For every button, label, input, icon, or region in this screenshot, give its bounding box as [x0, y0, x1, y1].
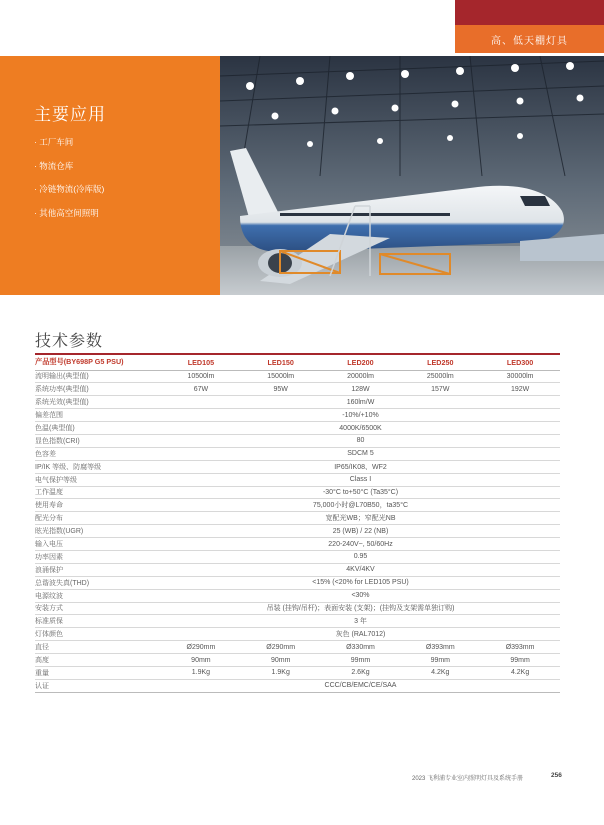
spec-label: 输入电压 — [35, 538, 161, 551]
model-header: LED250 — [400, 354, 480, 370]
model-header-label: 产品型号(BY698P G5 PSU) — [35, 354, 161, 370]
application-item: · 其他高空间照明 — [34, 207, 104, 231]
application-item: · 冷链物流(冷库版) — [34, 183, 104, 207]
spec-row — [35, 641, 560, 654]
spec-value-shared: 3 年 — [161, 615, 560, 628]
spec-row — [35, 602, 560, 615]
model-header: LED300 — [480, 354, 560, 370]
spec-value: 10500lm — [161, 370, 241, 383]
specs-header-row — [35, 354, 560, 370]
spec-value: 20000lm — [321, 370, 401, 383]
spec-value: 1.9Kg — [161, 666, 241, 679]
spec-label: 认证 — [35, 679, 161, 692]
spec-label: 工作温度 — [35, 486, 161, 499]
application-item: · 工厂车间 — [34, 136, 104, 160]
specs-table — [35, 353, 560, 693]
spec-row — [35, 679, 560, 692]
spec-row — [35, 422, 560, 435]
applications-panel — [0, 56, 220, 295]
hangar-airplane-photo — [220, 56, 604, 295]
spec-value: Ø393mm — [480, 641, 560, 654]
spec-row — [35, 473, 560, 486]
spec-value-shared: -30°C to+50°C (Ta35°C) — [161, 486, 560, 499]
spec-value: 1.9Kg — [241, 666, 321, 679]
spec-value: 4.2Kg — [480, 666, 560, 679]
spec-row — [35, 576, 560, 589]
spec-value: 2.6Kg — [321, 666, 401, 679]
specs-body — [35, 370, 560, 692]
spec-value: 99mm — [400, 654, 480, 667]
spec-label: 系统功率(典型值) — [35, 383, 161, 396]
spec-value: 90mm — [161, 654, 241, 667]
spec-value-shared: 宽配光WB；窄配光NB — [161, 512, 560, 525]
spec-value-shared: 4KV/4KV — [161, 563, 560, 576]
spec-row — [35, 654, 560, 667]
spec-row — [35, 447, 560, 460]
spec-label: 电气保护等级 — [35, 473, 161, 486]
spec-label: 流明输出(典型值) — [35, 370, 161, 383]
spec-label: IP/IK 等级、防腐等级 — [35, 460, 161, 473]
spec-value-shared: 灰色 (RAL7012) — [161, 628, 560, 641]
spec-value: Ø393mm — [400, 641, 480, 654]
spec-value: 15000lm — [241, 370, 321, 383]
specs-title: 技术参数 — [35, 333, 104, 350]
spec-value-shared: <15% (<20% for LED105 PSU) — [161, 576, 560, 589]
spec-label: 电源纹波 — [35, 589, 161, 602]
page-number: 256 — [551, 772, 562, 779]
applications-list — [34, 136, 104, 230]
spec-label: 系统光效(典型值) — [35, 396, 161, 409]
spec-row — [35, 666, 560, 679]
spec-label: 使用寿命 — [35, 499, 161, 512]
spec-value: 90mm — [241, 654, 321, 667]
spec-value: 157W — [400, 383, 480, 396]
spec-value: 25000lm — [400, 370, 480, 383]
spec-value-shared: 220-240V~, 50/60Hz — [161, 538, 560, 551]
spec-row — [35, 460, 560, 473]
spec-label: 灯体颜色 — [35, 628, 161, 641]
application-item: · 物流仓库 — [34, 160, 104, 184]
spec-value: 192W — [480, 383, 560, 396]
spec-value-shared: 25 (WB) / 22 (NB) — [161, 525, 560, 538]
spec-row — [35, 409, 560, 422]
spec-label: 直径 — [35, 641, 161, 654]
spec-label: 显色指数(CRI) — [35, 434, 161, 447]
spec-row — [35, 512, 560, 525]
spec-value: 67W — [161, 383, 241, 396]
spec-value: 4.2Kg — [400, 666, 480, 679]
spec-label: 眩光指数(UGR) — [35, 525, 161, 538]
spec-value: 99mm — [480, 654, 560, 667]
airplane-illustration — [220, 56, 604, 295]
spec-label: 色容差 — [35, 447, 161, 460]
spec-row — [35, 615, 560, 628]
model-header: LED200 — [321, 354, 401, 370]
spec-label: 总谐波失真(THD) — [35, 576, 161, 589]
spec-label: 功率因素 — [35, 550, 161, 563]
spec-value-shared: CCC/CB/EMC/CE/SAA — [161, 679, 560, 692]
spec-row — [35, 486, 560, 499]
header-red-bar — [455, 0, 604, 25]
spec-value: 99mm — [321, 654, 401, 667]
spec-value-shared: IP65/IK08、WF2 — [161, 460, 560, 473]
spec-value: Ø290mm — [161, 641, 241, 654]
spec-value-shared: 160lm/W — [161, 396, 560, 409]
spec-row — [35, 525, 560, 538]
spec-row — [35, 434, 560, 447]
footer-text: 2023 飞利浦专业室内照明灯具及系统手册 — [412, 776, 524, 782]
spec-label: 高度 — [35, 654, 161, 667]
spec-value: 30000lm — [480, 370, 560, 383]
spec-row — [35, 370, 560, 383]
spec-label: 标准质保 — [35, 615, 161, 628]
spec-value-shared: <30% — [161, 589, 560, 602]
spec-label: 色温(典型值) — [35, 422, 161, 435]
spec-value-shared: 0.95 — [161, 550, 560, 563]
spec-value-shared: 4000K/6500K — [161, 422, 560, 435]
spec-value-shared: 75,000小时@L70B50，ta35°C — [161, 499, 560, 512]
spec-value: 95W — [241, 383, 321, 396]
spec-row — [35, 499, 560, 512]
spec-label: 配光分布 — [35, 512, 161, 525]
applications-title: 主要应用 — [34, 105, 106, 124]
spec-row — [35, 396, 560, 409]
category-tab: 高、低天棚灯具 — [455, 25, 604, 53]
spec-value: 128W — [321, 383, 401, 396]
model-header: LED150 — [241, 354, 321, 370]
spec-value-shared: 80 — [161, 434, 560, 447]
spec-label: 安装方式 — [35, 602, 161, 615]
spec-label: 重量 — [35, 666, 161, 679]
spec-row — [35, 628, 560, 641]
spec-row — [35, 538, 560, 551]
spec-label: 偏差范围 — [35, 409, 161, 422]
spec-value-shared: SDCM 5 — [161, 447, 560, 460]
spec-row — [35, 550, 560, 563]
spec-row — [35, 383, 560, 396]
spec-row — [35, 589, 560, 602]
spec-value-shared: -10%/+10% — [161, 409, 560, 422]
spec-row — [35, 563, 560, 576]
model-header: LED105 — [161, 354, 241, 370]
spec-value: Ø290mm — [241, 641, 321, 654]
spec-value-shared: Class I — [161, 473, 560, 486]
spec-label: 浪涌保护 — [35, 563, 161, 576]
spec-value-shared: 吊装 (挂钩/吊杆)；表面安装 (支架)；(挂钩及支架需单独订购) — [161, 602, 560, 615]
spec-value: Ø330mm — [321, 641, 401, 654]
